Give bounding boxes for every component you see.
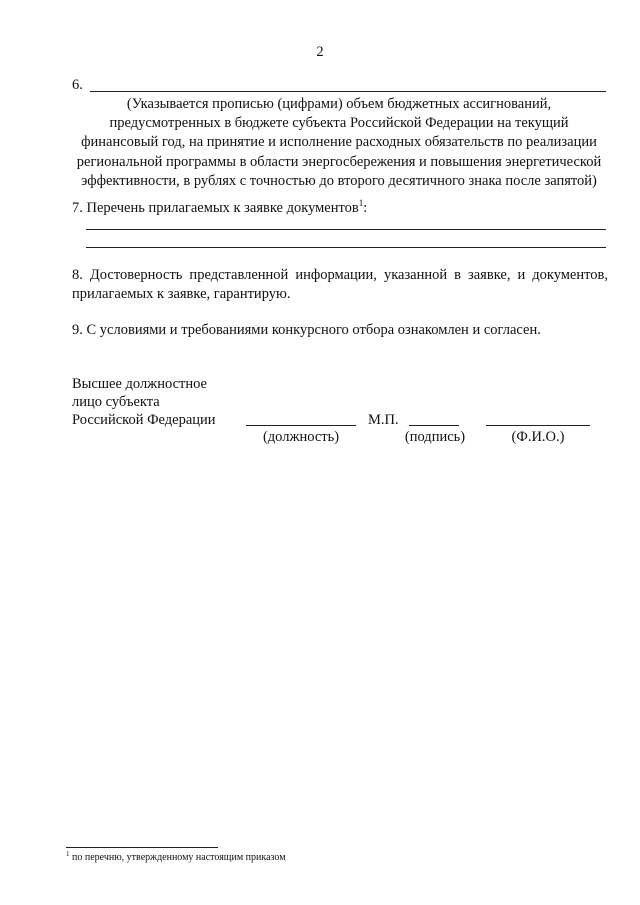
- item6-instruction-line: финансовый год, на принятие и исполнение расходных обязательств по реализации: [81, 134, 597, 151]
- item6-instruction: [66, 95, 612, 191]
- documents-fill-line: [86, 247, 606, 248]
- page-number: 2: [316, 44, 324, 60]
- item9-paragraph: 9. С условиями и требованиями конкурсного отбора ознакомлен и согласен.: [72, 322, 541, 338]
- item6-instruction-line: региональной программы в области энергосбережения и повышения энергетической: [76, 153, 602, 170]
- item7-heading: [72, 199, 367, 217]
- item7-colon: :: [363, 200, 368, 216]
- item6-instruction-line: предусмотренных в бюджете субъекта Российской Федерации на текущий: [109, 115, 569, 132]
- footnote-mark: 1: [66, 850, 70, 858]
- signature-caption: (подпись): [404, 429, 466, 445]
- stamp-label: М.П.: [368, 412, 399, 428]
- footnote-separator: [66, 847, 218, 848]
- item6-instruction-line: эффективности, в рублях с точностью до второго десятичного знака после запятой): [81, 172, 597, 189]
- item8-line: прилагаемых к заявке, гарантирую.: [72, 286, 291, 302]
- footnote-reference: 1: [358, 198, 364, 208]
- item6-fill-line: [90, 91, 606, 92]
- item8-paragraph: [72, 266, 608, 304]
- item8-line: 8. Достоверность представленной информации, указанной в заявке, и документов,: [72, 267, 608, 283]
- official-title-line: Российской Федерации: [72, 412, 216, 428]
- footnote: [66, 851, 286, 864]
- name-caption: (Ф.И.О.): [511, 429, 565, 445]
- position-fill-line: [246, 425, 356, 426]
- signature-fill-line: [409, 425, 459, 426]
- position-caption: (должность): [262, 429, 340, 445]
- item6-number: 6.: [72, 77, 83, 93]
- footnote-text: по перечню, утвержденному настоящим приказом: [72, 852, 286, 863]
- item6-instruction-line: (Указывается прописью (цифрами) объем бюджетных ассигнований,: [126, 96, 552, 112]
- item7-text: 7. Перечень прилагаемых к заявке документов: [72, 200, 359, 216]
- documents-fill-line: [86, 229, 606, 230]
- name-fill-line: [486, 425, 590, 426]
- official-title-line: Высшее должностное: [72, 376, 207, 392]
- official-title-line: лицо субъекта: [72, 394, 160, 410]
